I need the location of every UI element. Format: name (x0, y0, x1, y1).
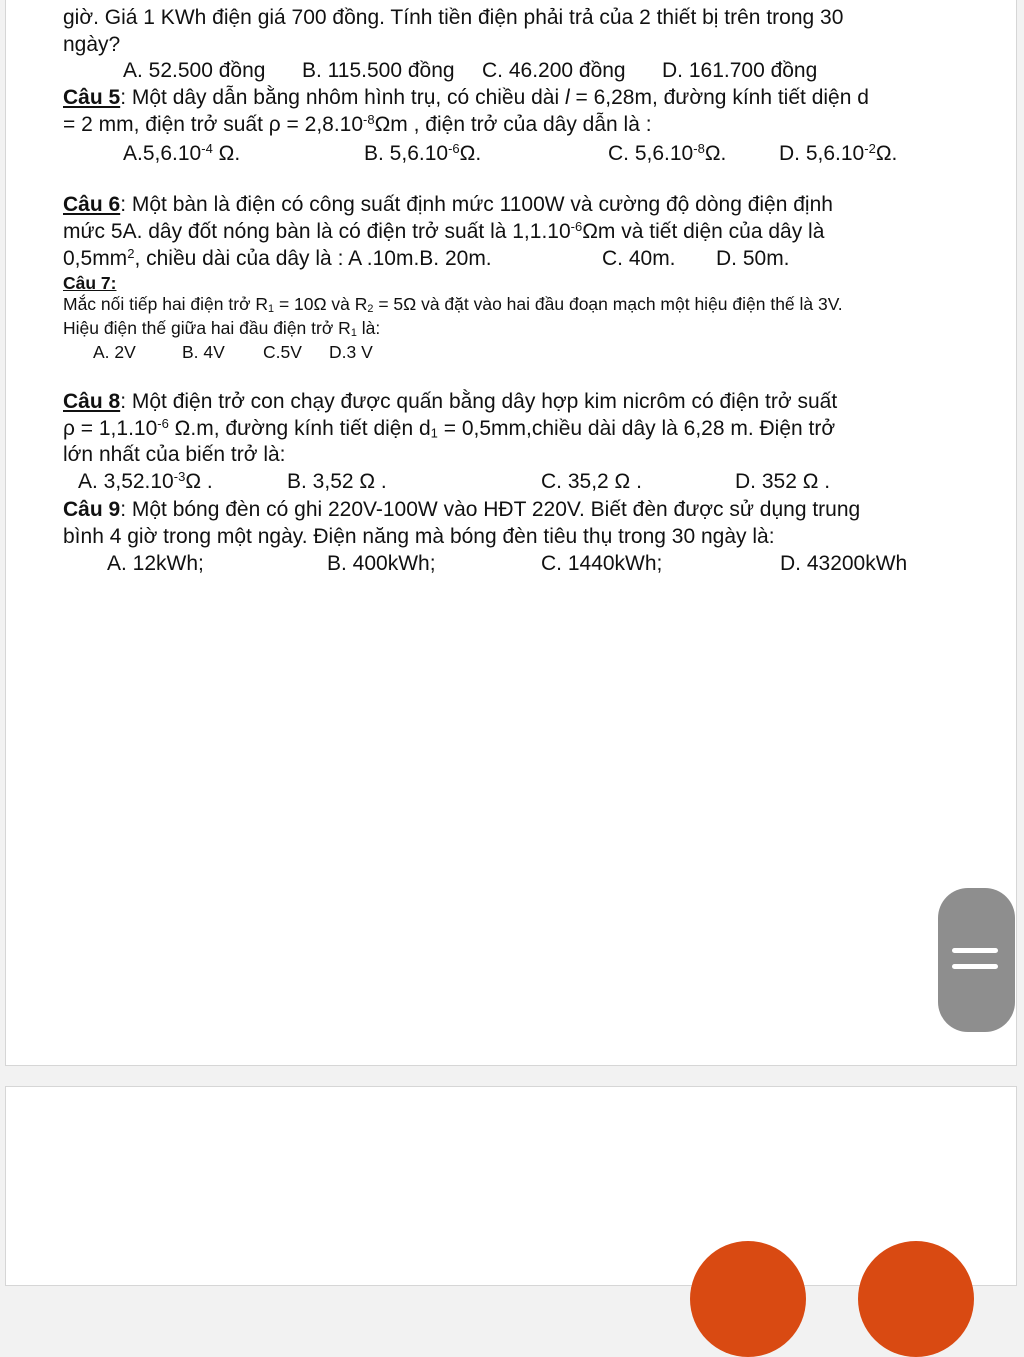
q9-option-b: B. 400kWh; (327, 552, 436, 575)
q8-option-c: C. 35,2 Ω . (541, 470, 642, 493)
q5-line-1: Câu 5: Một dây dẫn bằng nhôm hình trụ, có chiều dài l = 6,28m, đường kính tiết diện d (63, 86, 869, 109)
scroll-handle[interactable] (938, 888, 1015, 1032)
q5-label: Câu 5 (63, 86, 121, 109)
q9-option-c: C. 1440kWh; (541, 552, 663, 575)
q6-label: Câu 6 (63, 193, 121, 216)
q7-line-2: Hiệu điện thế giữa hai đầu điện trở $R_1$ là: (63, 318, 381, 340)
q7-label: Câu 7: (63, 273, 117, 293)
q4-option-b: B. 115.500 đồng (302, 59, 455, 82)
q4-option-d: D. 161.700 đồng (662, 59, 818, 82)
q8-label: Câu 8 (63, 390, 121, 413)
q4-line-2: ngày? (63, 33, 121, 56)
q6-option-c: C. 40m. (602, 247, 676, 270)
q5-line-2: = 2 mm, điện trở suất $\rho = 2,8.10^{-8}\Omega m$ , điện trở của dây dẫn là : (63, 111, 652, 136)
q8-line-3: lớn nhất của biến trở là: (63, 443, 286, 466)
q5-option-a: $A.5,6.10^{-4}$ Ω. (123, 140, 241, 165)
q6-line-3: $0,5mm^2$, chiều dài của dây là : A .10m.B. 20m. (63, 245, 492, 270)
q8-line-1: Câu 8: Một điện trở con chạy được quấn bằng dây hợp kim nicrôm có điện trở suất (63, 390, 838, 413)
q8-option-a: A. $3,52.10^{-3}\Omega$ . (78, 468, 213, 493)
q9-label: Câu 9 (63, 498, 121, 521)
q4-line-1: giờ. Giá 1 KWh điện giá 700 đồng. Tính tiền điện phải trả của 2 thiết bị trên trong 30 (63, 6, 844, 29)
fab-right-button[interactable] (858, 1241, 974, 1357)
q7-option-b: B. 4V (182, 342, 225, 362)
q6-option-d: D. 50m. (716, 247, 790, 270)
next-document-page (5, 1086, 1017, 1286)
fab-left-button[interactable] (690, 1241, 806, 1357)
q7-option-a: A. 2V (93, 342, 136, 362)
q6-line-2: mức 5A. dây đốt nóng bàn là có điện trở suất là $1,1.10^{-6}\Omega m$ và tiết diện của dây là (63, 218, 825, 243)
q8-line-2: $\rho = 1,1.10^{-6}$ Ω.m, đường kính tiết diện $d_1$ = 0,5mm,chiều dài dây là 6,28 m. Điện trở (63, 415, 836, 441)
q9-option-d: D. 43200kWh (780, 552, 908, 575)
q9-line-2: bình 4 giờ trong một ngày. Điện năng mà bóng đèn tiêu thụ trong 30 ngày là: (63, 525, 775, 548)
q7-option-d: D.3 V (329, 342, 373, 362)
q5-option-d: D. $5,6.10^{-2}\Omega$. (779, 140, 898, 165)
q9-option-a: A. 12kWh; (107, 552, 204, 575)
q8-option-b: B. 3,52 Ω . (287, 470, 387, 493)
q5-option-b: B. $5,6.10^{-6}\Omega$. (364, 140, 482, 165)
q9-line-1: Câu 9: Một bóng đèn có ghi 220V-100W vào HĐT 220V. Biết đèn được sử dụng trung (63, 498, 861, 521)
q8-option-d: D. 352 Ω . (735, 470, 831, 493)
q4-option-a: A. 52.500 đồng (123, 59, 266, 82)
q7-line-1: Mắc nối tiếp hai điện trở $R_1 = 10\Omega$ và $R_2 = 5\Omega$ và đặt vào hai đầu đoạn mạch một hiệu điện thế là 3V. (63, 294, 843, 316)
q7-option-c: C.5V (263, 342, 302, 362)
q4-option-c: C. 46.200 đồng (482, 59, 626, 82)
q6-line-1: Câu 6: Một bàn là điện có công suất định mức 1100W và cường độ dòng điện định (63, 193, 833, 216)
q5-option-c: C. $5,6.10^{-8}\Omega$. (608, 140, 727, 165)
